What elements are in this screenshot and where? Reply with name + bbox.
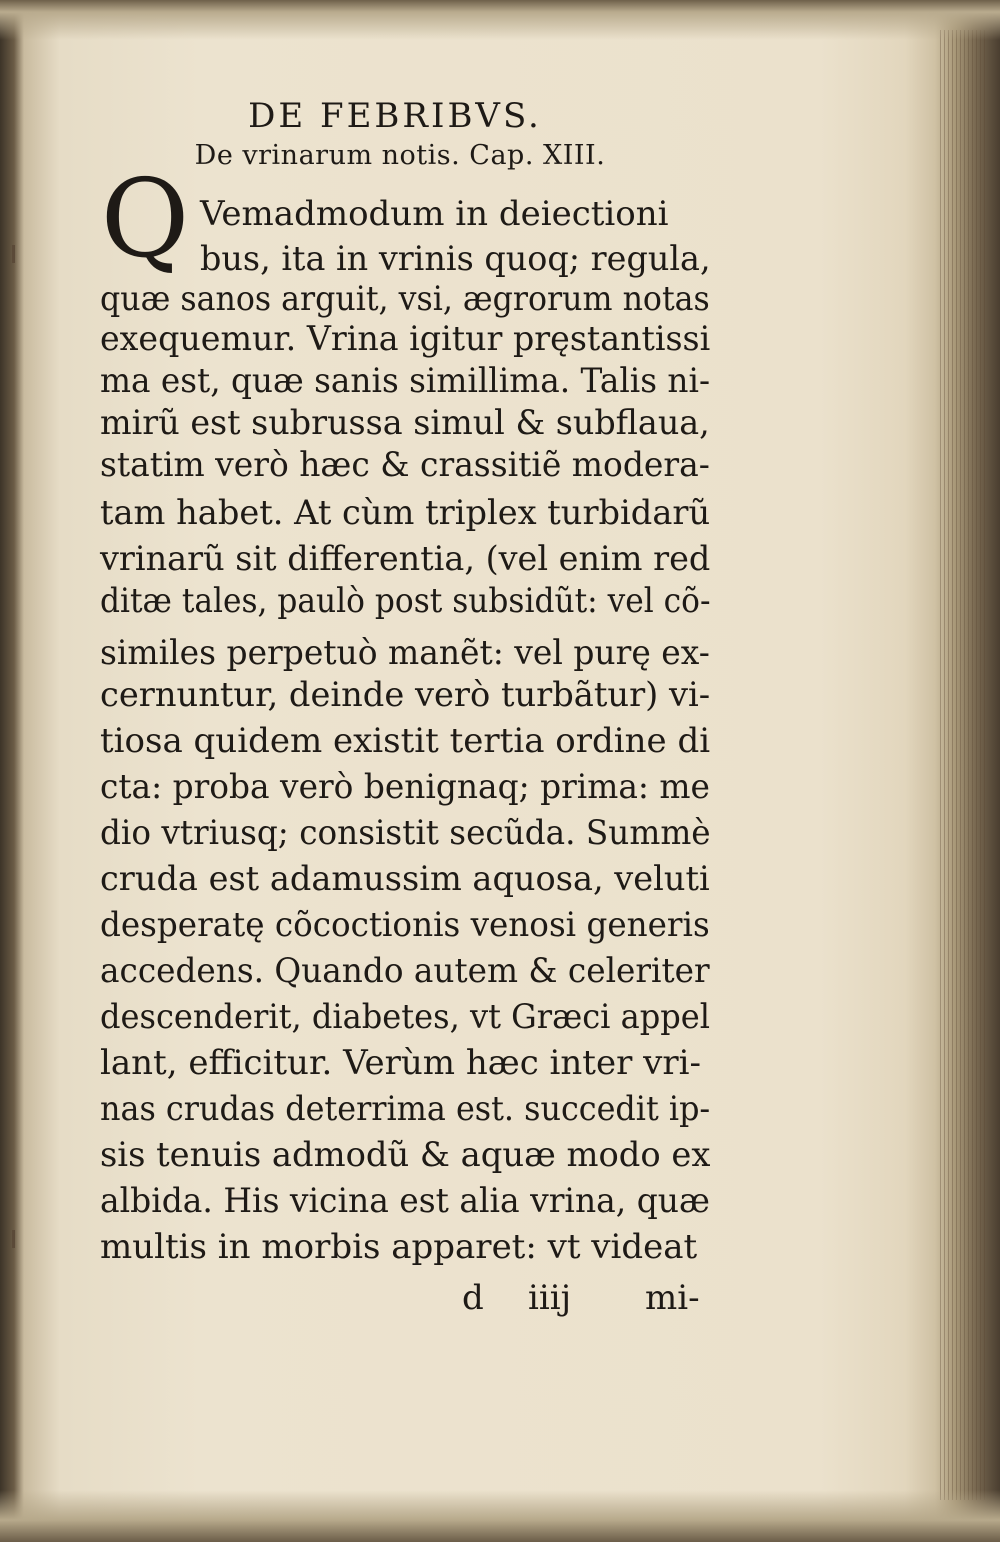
text-line: quæ sanos arguit, vsi, ægrorum notas (100, 279, 710, 319)
text-line: dio vtriusq; consistit secũda. Summè (100, 813, 711, 853)
text-line: exequemur. Vrina igitur pręstantissi (100, 319, 711, 359)
catchword: mi- (645, 1278, 700, 1318)
text-line: cernuntur, deinde verò turbãtur) vi- (100, 675, 711, 715)
text-line: cta: proba verò benignaq; prima: me (100, 767, 710, 807)
text-line: vrinarũ sit differentia, (vel enim red (100, 539, 711, 579)
text-line: ditæ tales, paulò post subsidũt: vel cõ- (100, 581, 711, 621)
signature-mark: d (462, 1278, 484, 1318)
text-line: lant, efficitur. Verùm hæc inter vri- (100, 1043, 701, 1083)
drop-cap-initial: Q (100, 157, 190, 282)
text-line: statim verò hæc & crassitiẽ modera- (100, 445, 710, 485)
running-head: DE FEBRIBVS. (248, 96, 542, 136)
chapter-heading: De vrinarum notis. Cap. XIII. (194, 140, 606, 171)
text-line: multis in morbis apparet: vt videat (100, 1227, 698, 1267)
text-line: bus, ita in vrinis quoq; regula, (200, 239, 711, 279)
text-line: tiosa quidem existit tertia ordine di (100, 721, 711, 761)
text-line: albida. His vicina est alia vrina, quæ (100, 1181, 710, 1221)
text-line: tam habet. At cùm triplex turbidarũ (100, 493, 711, 533)
text-line: ma est, quæ sanis simillima. Talis ni- (100, 361, 711, 401)
text-line: Vemadmodum in deiectioni (200, 194, 669, 234)
text-line: nas crudas deterrima est. succedit ip- (100, 1089, 711, 1129)
text-line: mirũ est subrussa simul & subflaua, (100, 403, 710, 443)
text-line: accedens. Quando autem & celeriter (100, 951, 710, 991)
text-line: desperatę cõcoctionis venosi generis (100, 905, 710, 945)
text-line: sis tenuis admodũ & aquæ modo ex (100, 1135, 711, 1175)
text-line: similes perpetuò manẽt: vel purę ex- (100, 633, 710, 673)
text-line: descenderit, diabetes, vt Græci appel (100, 997, 711, 1037)
signature-folio: iiij (528, 1278, 572, 1318)
text-line: cruda est adamussim aquosa, veluti (100, 859, 710, 899)
